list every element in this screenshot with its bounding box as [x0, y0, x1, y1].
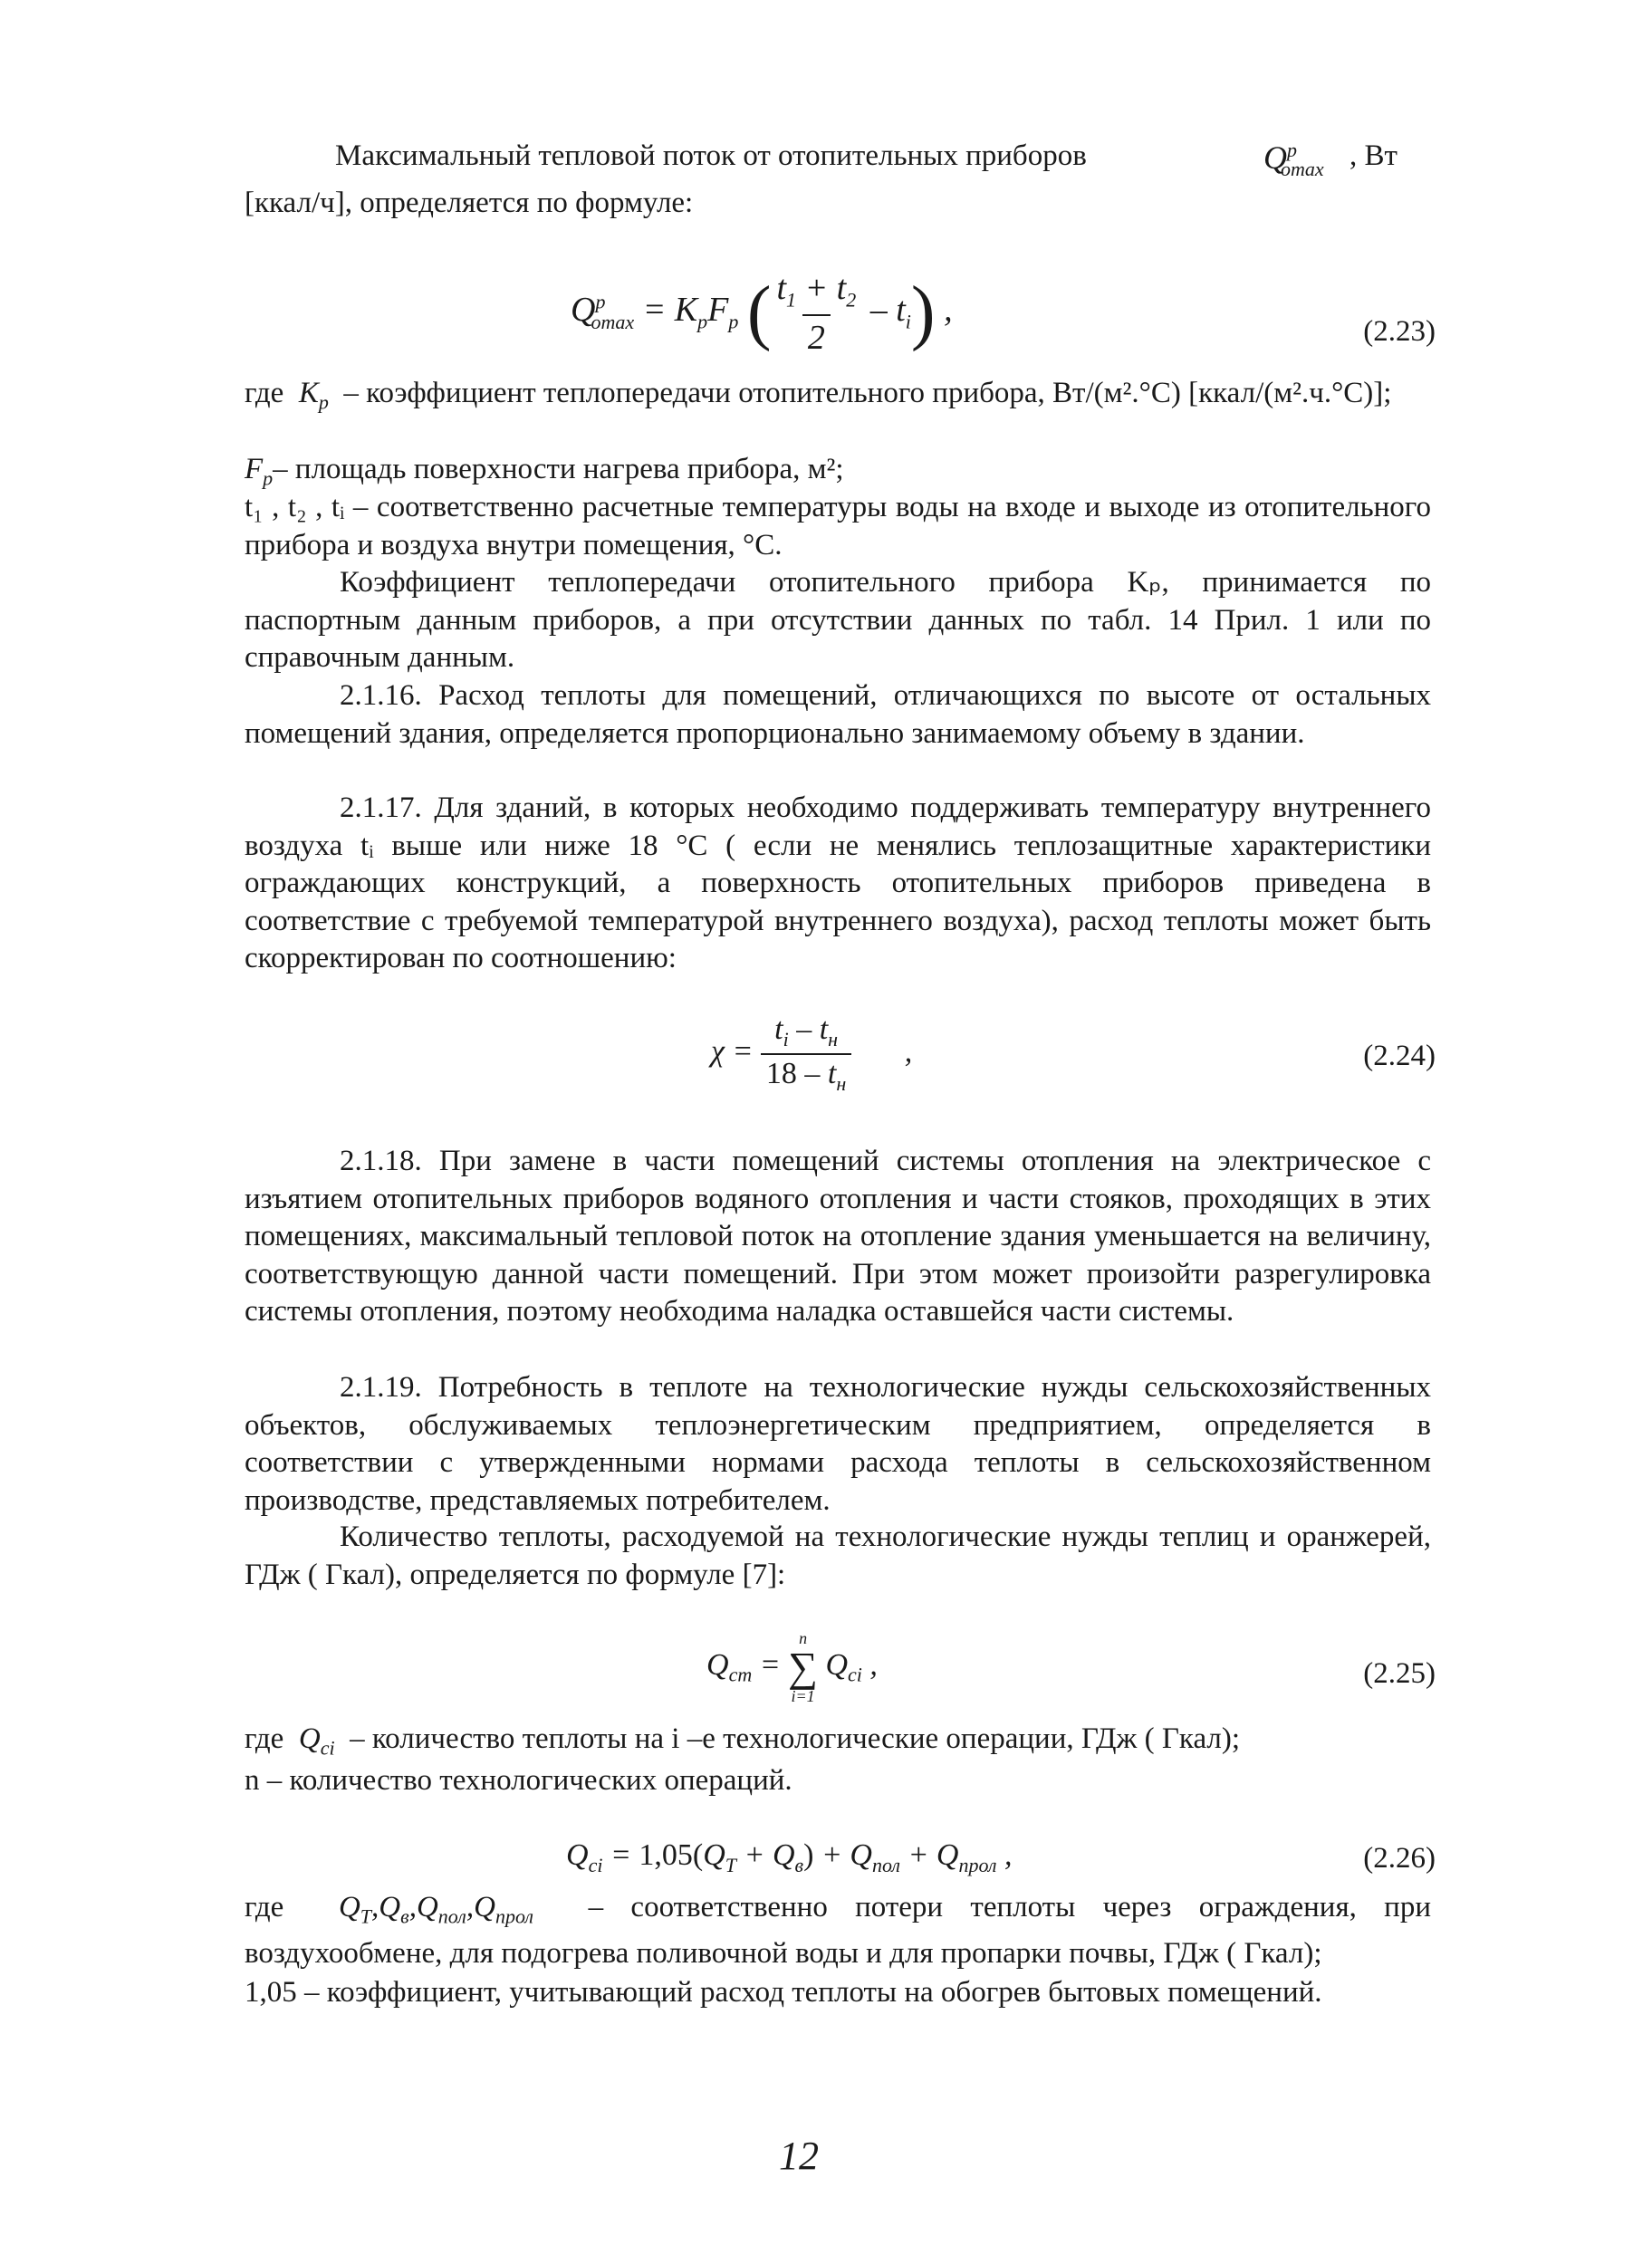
equation-number-2-26: (2.26) [1363, 1842, 1436, 1875]
formula-2-25: $Q_{ст}$ = n ∑ i=1 $Q_{сi}$ , [706, 1629, 878, 1705]
q-max-symbol: $Q^p_{omax}$ [1263, 139, 1324, 181]
equation-number-2-23: (2.23) [1363, 315, 1436, 348]
equation-number-2-24: (2.24) [1363, 1040, 1436, 1072]
intro-line [335, 138, 1087, 174]
coefficient-paragraph: Коэффициент теплопередачи отопительного прибора Kₚ, принимается по паспортным данным приборов, а при отсутствии данных по табл. 14 Прил. 1 или по справочным данным. [245, 566, 1431, 674]
qci-symbol: $Q_{сi}$ [291, 1722, 335, 1760]
section-2-1-17: 2.1.17. Для зданий, в которых необходимо поддерживать температуру внутреннего воздуха tᵢ выше или ниже 18 °С ( если не менялись теплозащитные характеристики ограждающих конструкций, а поверхность отопительных приборов приведена в соответствие с требуемой температурой внутреннего воздуха), расход теплоты может быть скорректирован по соотношению: [245, 791, 1431, 974]
kp-symbol: $K_p$ [291, 377, 329, 414]
definition-n: n – количество технологических операций. [245, 1764, 792, 1797]
fp-symbol: $F_p$ [245, 453, 274, 490]
intro-text: Максимальный тепловой поток от отопительных приборов [335, 139, 1087, 172]
section-2-1-19: 2.1.19. Потребность в теплоте на технологические нужды сельскохозяйственных объектов, обслуживаемых теплоэнергетическим предприятием, определяется в соответствии с утвержденными нормами расхода теплоты в сельскохозяйственном производстве, представляемых потребителем. [245, 1371, 1431, 1517]
formula-intro: [ккал/ч], определяется по формуле: [245, 187, 694, 219]
definition-qci: где $Q_{сi}$ – количество теплоты на i –е технологические операции, ГДж ( Гкал); [245, 1722, 1241, 1760]
unit-text: , Вт [1349, 139, 1397, 172]
definition-temperatures: t₁ , t₂ , tᵢ – соответственно расчетные температуры воды на входе и выходе из отопительного прибора и воздуха внутри помещения, °С. [245, 491, 1431, 561]
section-2-1-18: 2.1.18. При замене в части помещений системы отопления на электрическое с изъятием отопительных приборов водяного отопления и части стояков, проходящих в этих помещениях, максимальный тепловой поток на отопление здания уменьшается на величину, соответствующую данной части помещений. При этом может произойти разрегулировка системы отопления, поэтому необходима наладка оставшейся части системы. [245, 1145, 1431, 1328]
definition-kp: где $K_p$ – коэффициент теплопередачи отопительного прибора, Вт/(м².°С) [ккал/(м².ч.°С)]; [245, 377, 1392, 414]
section-2-1-16: 2.1.16. Расход теплоты для помещений, отличающихся по высоте от остальных помещений здания, определяется пропорционально занимаемому объему в здании. [245, 679, 1431, 750]
definition-losses: где $Q_T,Q_в,Q_{пол},Q_{прол}$ – соответственно потери теплоты через ограждения, при воздухообмене, для подогрева поливочной воды и для пропарки почвы, ГДж ( Гкал); [245, 1891, 1431, 1971]
formula-2-26: $Q_{сi} = 1,05(Q_T + Q_в) + Q_{пол} + Q_{прол}$ , [566, 1838, 1013, 1876]
quantity-paragraph: Количество теплоты, расходуемой на технологические нужды теплиц и оранжерей, ГДж ( Гкал), определяется по формуле [7]: [245, 1521, 1431, 1591]
equation-number-2-25: (2.25) [1363, 1657, 1436, 1690]
coefficient-105: 1,05 – коэффициент, учитывающий расход теплоты на обогрев бытовых помещений. [245, 1976, 1322, 2009]
formula-2-23: $Q^p_{omax} = K_pF_p$ ( $\frac{t_1 + t_2}{2}$ – $t_i$) , [571, 269, 953, 357]
definition-fp: $F_p-$ площадь поверхности нагрева прибора, м²; [245, 453, 844, 490]
page-number: 12 [779, 2134, 819, 2178]
formula-2-24: χ = $\frac{t_i - t_н}{18 - t_н}$ , [711, 1012, 913, 1095]
losses-symbols: $Q_T,Q_в,Q_{пол},Q_{прол}$ [311, 1891, 533, 1928]
